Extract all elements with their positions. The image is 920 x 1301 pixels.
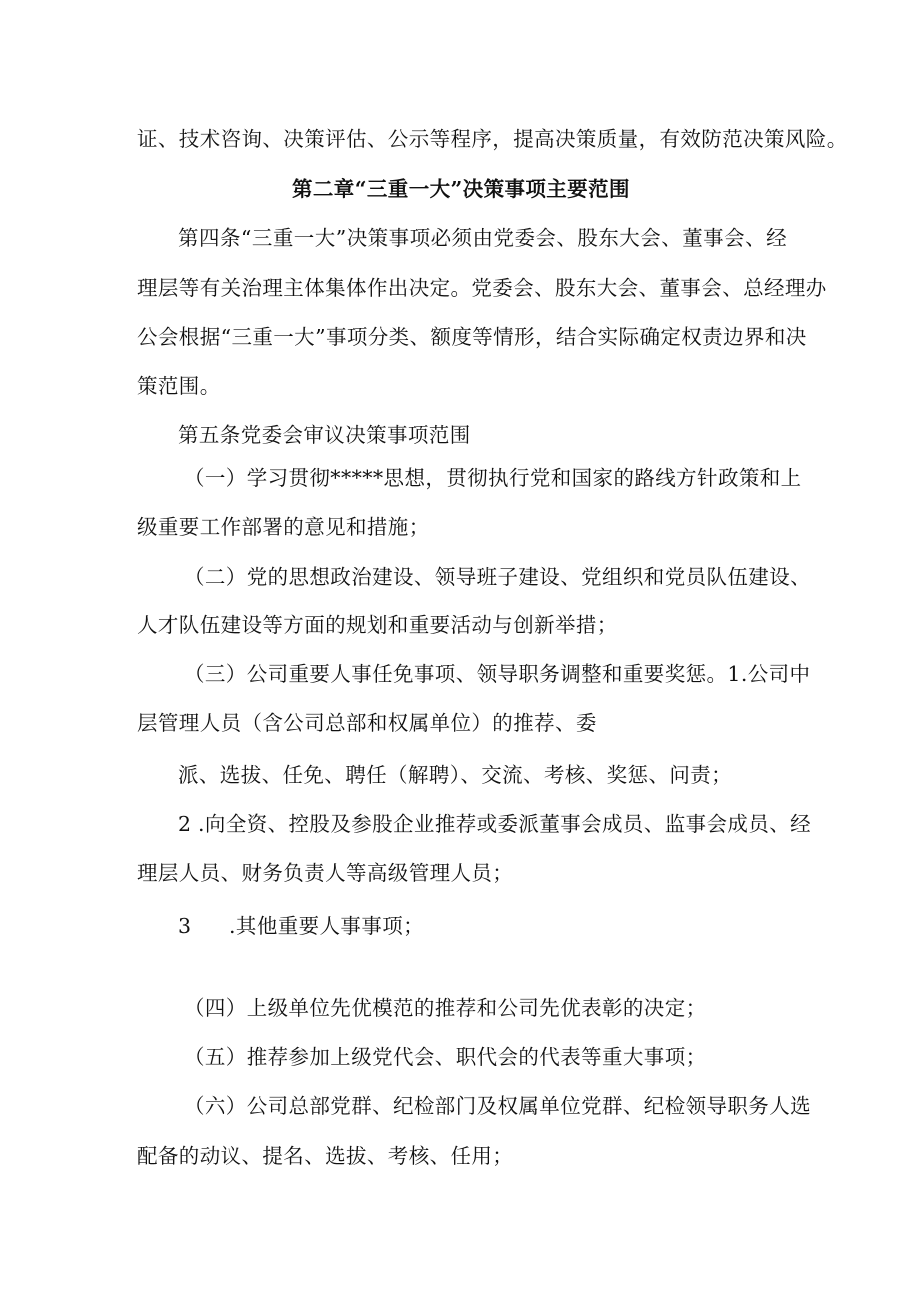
paragraph-line: 层管理人员（含公司总部和权属单位）的推荐、委 (137, 711, 597, 735)
paragraph-line: （五）推荐参加上级党代会、职代会的代表等重大事项； (184, 1045, 707, 1069)
list-number: 2 (178, 812, 192, 836)
paragraph-line: 级重要工作部署的意见和措施； (137, 515, 430, 539)
paragraph-line: 第四条“三重一大”决策事项必须由党委会、股东大会、董事会、经 (178, 226, 787, 250)
paragraph-line: 策范围。 (137, 374, 221, 398)
paragraph-line: 理层人员、财务负责人等高级管理人员； (137, 861, 514, 885)
paragraph-line: .向全资、控股及参股企业推荐或委派董事会成员、监事会成员、经 (198, 812, 812, 836)
paragraph-line: 配备的动议、提名、选拔、考核、任用； (137, 1144, 514, 1168)
list-number: 3 (178, 914, 192, 938)
paragraph-line: （一）学习贯彻*****思想，贯彻执行党和国家的路线方针政策和上 (184, 466, 802, 490)
paragraph-line: 公会根据“三重一大”事项分类、额度等情形，结合实际确定权责边界和决 (137, 325, 807, 349)
paragraph-line: 派、选拔、任免、聘任（解聘）、交流、考核、奖惩、问责； (178, 763, 733, 787)
paragraph-line: 人才队伍建设等方面的规划和重要活动与创新举措； (137, 613, 618, 637)
paragraph-line: .其他重要人事事项； (229, 914, 425, 938)
paragraph-line: （六）公司总部党群、纪检部门及权属单位党群、纪检领导职务人选 (184, 1094, 811, 1118)
paragraph-line: 证、技术咨询、决策评估、公示等程序，提高决策质量，有效防范决策风险。 (137, 127, 848, 151)
paragraph-line: 理层等有关治理主体集体作出决定。党委会、股东大会、董事会、总经理办 (137, 276, 827, 300)
paragraph-line: （三）公司重要人事任免事项、领导职务调整和重要奖惩。1.公司中 (184, 662, 811, 686)
paragraph-line: （二）党的思想政治建设、领导班子建设、党组织和党员队伍建设、 (184, 565, 811, 589)
article-heading: 第五条党委会审议决策事项范围 (178, 423, 471, 447)
chapter-heading: 第二章“三重一大”决策事项主要范围 (292, 177, 630, 201)
paragraph-line: （四）上级单位先优模范的推荐和公司先优表彰的决定； (184, 996, 707, 1020)
